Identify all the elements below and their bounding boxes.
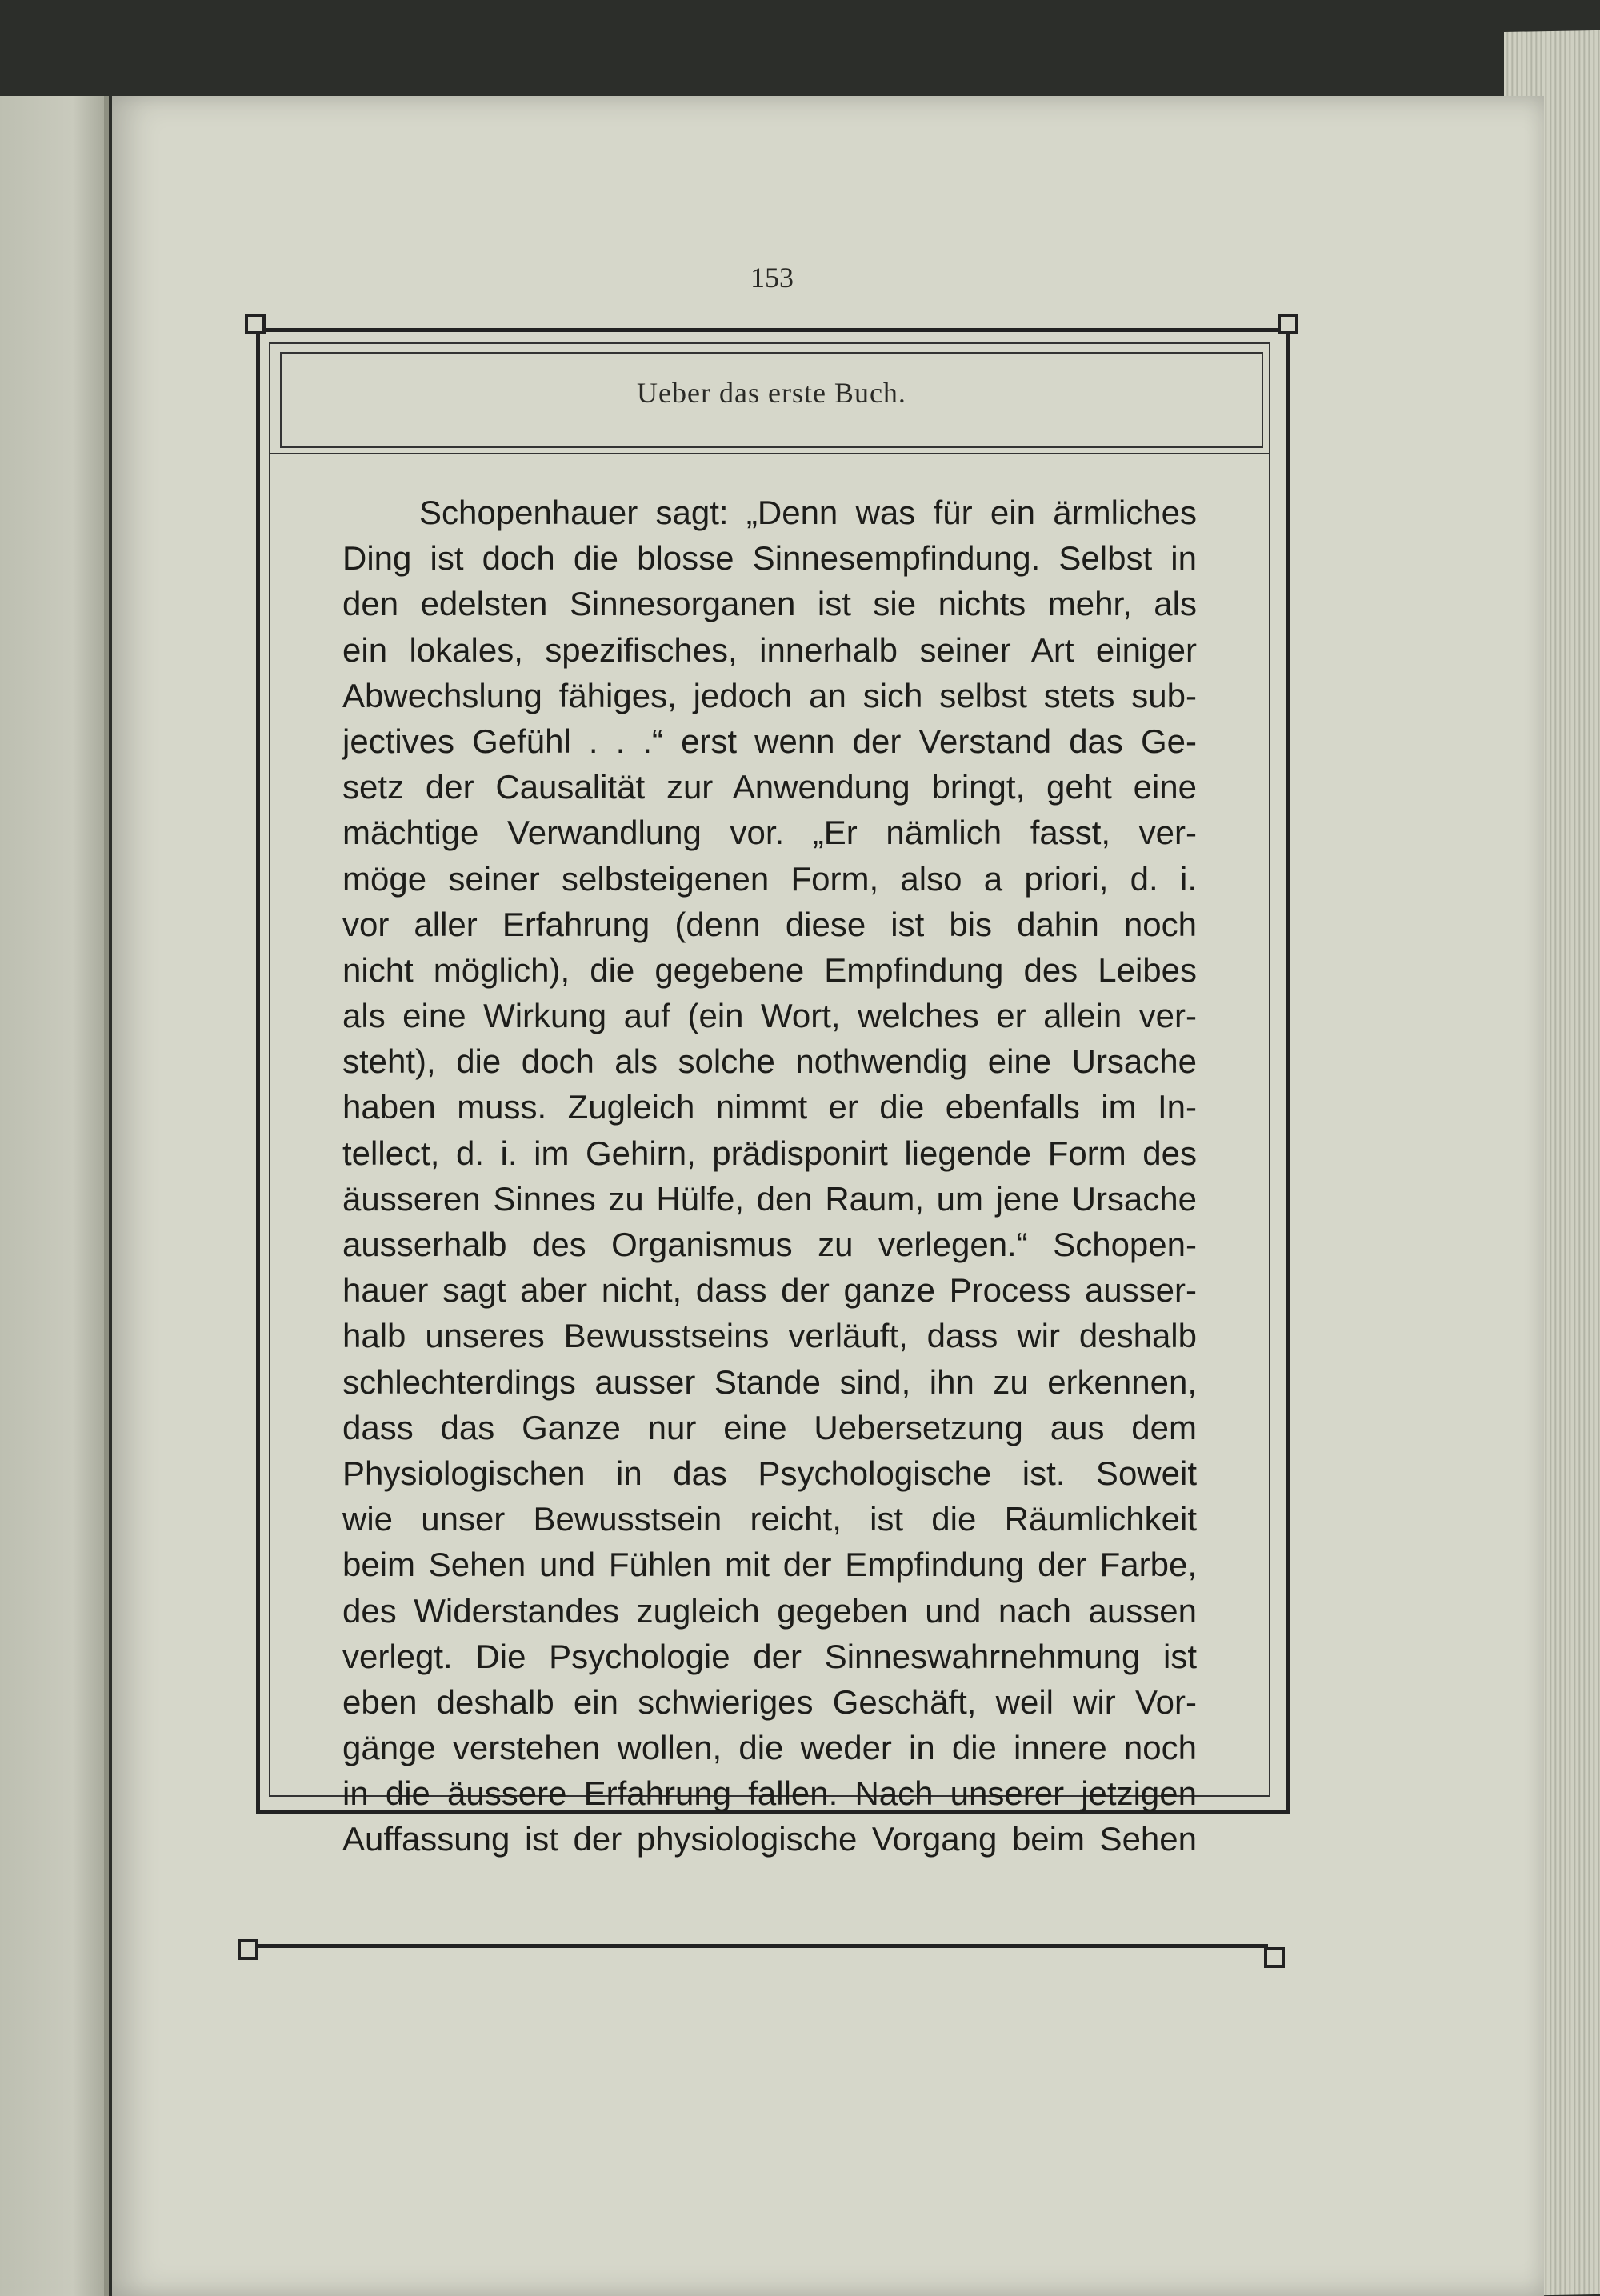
facing-page-edge xyxy=(0,96,109,2296)
header-divider xyxy=(269,453,1270,454)
text-line: Schopenhauer sagt: „Denn was für ein ärmliches xyxy=(419,494,1197,531)
text-line: tellect, d. i. im Gehirn, prädisponirt liegende Form des xyxy=(342,1134,1197,1172)
text-line: wie unser Bewusstsein reicht, ist die Räumlichkeit xyxy=(342,1500,1197,1538)
text-line: vor aller Erfahrung (denn diese ist bis dahin noch xyxy=(342,905,1197,943)
text-line: des Widerstandes zugleich gegeben und nach aussen xyxy=(342,1591,1197,1630)
text-line: äusseren Sinnes zu Hülfe, den Raum, um jene Ursache xyxy=(342,1179,1197,1218)
text-line: ein lokales, spezifisches, innerhalb seiner Art einiger xyxy=(342,630,1197,669)
text-line: möge seiner selbsteigenen Form, also a priori, d. i. xyxy=(342,859,1197,898)
text-line: eben deshalb ein schwieriges Geschäft, weil wir Vor- xyxy=(342,1682,1197,1721)
text-line: Ding ist doch die blosse Sinnesempfindung. Selbst in xyxy=(342,539,1197,578)
text-line: den edelsten Sinnesorganen ist sie nichts mehr, als xyxy=(342,585,1197,623)
text-line: halb unseres Bewusstseins verläuft, dass wir deshalb xyxy=(342,1317,1197,1355)
text-line: mächtige Verwandlung vor. „Er nämlich fasst, ver- xyxy=(342,814,1197,852)
page-number: 153 xyxy=(750,262,794,294)
text-line: dass das Ganze nur eine Uebersetzung aus dem xyxy=(342,1408,1197,1446)
corner-ornament-bottom-left xyxy=(238,1939,258,1960)
frame-bottom-rule xyxy=(256,1944,1268,1948)
running-head: Ueber das erste Buch. xyxy=(637,377,906,409)
corner-ornament-top-left xyxy=(245,314,266,334)
text-line: haben muss. Zugleich nimmt er die ebenfalls im In- xyxy=(342,1088,1197,1126)
text-line: in die äussere Erfahrung fallen. Nach unserer jetzigen xyxy=(342,1774,1197,1813)
text-line: setz der Causalität zur Anwendung bringt, geht eine xyxy=(342,768,1197,806)
text-line: verlegt. Die Psychologie der Sinneswahrnehmung ist xyxy=(342,1637,1197,1675)
text-line: als eine Wirkung auf (ein Wort, welches er allein ver- xyxy=(342,997,1197,1035)
text-line: jectives Gefühl . . .“ erst wenn der Verstand das Ge- xyxy=(342,722,1197,760)
text-line: steht), die doch als solche nothwendig eine Ursache xyxy=(342,1042,1197,1081)
text-line: gänge verstehen wollen, die weder in die innere noch xyxy=(342,1729,1197,1767)
text-line: Abwechslung fähiges, jedoch an sich selbst stets sub- xyxy=(342,676,1197,714)
text-line: Auffassung ist der physiologische Vorgang beim Sehen xyxy=(342,1820,1197,1858)
text-line: hauer sagt aber nicht, dass der ganze Process ausser- xyxy=(342,1271,1197,1310)
text-line: schlechterdings ausser Stande sind, ihn zu erkennen, xyxy=(342,1362,1197,1401)
text-line: nicht möglich), die gegebene Empfindung des Leibes xyxy=(342,950,1197,989)
text-line: Physiologischen in das Psychologische ist. Soweit xyxy=(342,1454,1197,1492)
text-line: ausserhalb des Organismus zu verlegen.“ Schopen- xyxy=(342,1226,1197,1263)
body-text xyxy=(342,490,1197,1862)
corner-ornament-bottom-right xyxy=(1264,1947,1285,1968)
corner-ornament-top-right xyxy=(1278,314,1298,334)
text-line: beim Sehen und Fühlen mit der Empfindung der Farbe, xyxy=(342,1546,1197,1584)
